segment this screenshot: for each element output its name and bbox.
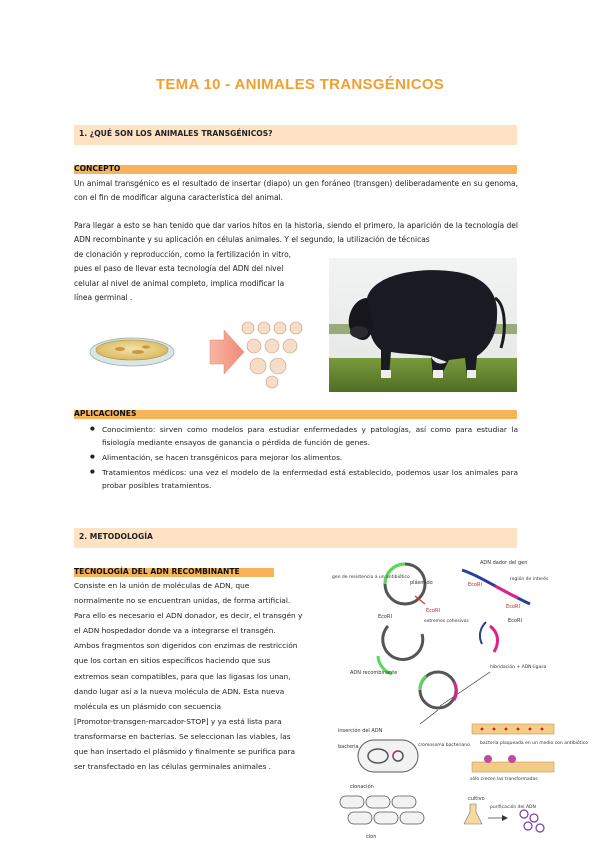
tecnologia-line: [Promotor-transgen-marcador-STOP] y ya está lista para xyxy=(74,716,282,726)
recombinant-dna-diagram xyxy=(330,556,588,846)
flask-icon xyxy=(464,804,482,824)
clonacion-label: clonación xyxy=(350,784,374,790)
cut-plasmid-icon xyxy=(383,626,423,659)
concepto-paragraph-3 xyxy=(74,248,324,305)
tecnologia-line: que los cortan en sitios específicos haciendo que sus xyxy=(74,656,271,666)
insercion-label: inserción del ADN xyxy=(338,728,383,734)
tecnologia-bar xyxy=(74,568,274,577)
bacterias-placa-label: bacteria plaqueada en un medio con antibiótico xyxy=(480,741,588,746)
tecnologia-line: Consiste en la unión de moléculas de ADN, que xyxy=(74,581,250,590)
tecnologia-line: ser transfectado en las células germinales animales . xyxy=(74,762,272,772)
concepto-paragraph-1: Un animal transgénico es el resultado de insertar (diapo) un gen foráneo (transgen) deliberadamente en su genoma, con el fin de modificar alguna característica del animal. xyxy=(74,179,518,203)
section-2-heading: 2. METODOLOGÍA xyxy=(79,532,153,541)
concepto-line: de clonación y reproducción, como la fertilización in vitro, xyxy=(74,250,292,259)
cromosoma-label: cromosoma bacteriano xyxy=(418,743,470,748)
transgenic-bull-photo xyxy=(329,258,517,392)
extremos-label: extremos cohesivos xyxy=(424,619,469,624)
concepto-label: CONCEPTO xyxy=(74,164,121,173)
aplicaciones-bar xyxy=(74,410,517,419)
clon-label: clon xyxy=(366,834,377,840)
list-item: ● Alimentación, se hacen transgénicos para mejorar los alimentos. xyxy=(90,451,518,464)
bacteria-label: bacteria xyxy=(338,744,359,750)
concepto-line: celular al nivel de animal completo, implica modificar la xyxy=(74,278,285,288)
page-title: TEMA 10 - ANIMALES TRANSGÉNICOS xyxy=(155,76,445,93)
cultivo-label: cultivo xyxy=(468,796,485,802)
section-2-heading-bar xyxy=(74,528,517,548)
ecori-label-1: EcoRI xyxy=(426,608,440,614)
plasmido-label: plásmido xyxy=(410,580,433,586)
tecnologia-label: TECNOLOGÍA DEL ADN RECOMBINANTE xyxy=(74,567,240,576)
adn-dador-label: ADN dador del gen xyxy=(480,560,528,566)
petri-dish-icon xyxy=(90,338,174,366)
tecnologia-line: dando lugar así a la nueva molécula de ADN. Esta nueva xyxy=(74,686,285,696)
tecnologia-line: que han insertado el plásmido y finalmente se purifica para xyxy=(74,747,296,757)
arrow-icon xyxy=(210,330,244,374)
concepto-line: línea germinal . xyxy=(74,292,133,302)
ecori-label-2: EcoRI xyxy=(468,582,482,588)
list-item: ● Tratamientos médicos: una vez el modelo de la enfermedad está establecido, podemos usar los animales para probar posibles tratamientos. xyxy=(90,466,518,492)
adn-recombinante-label: ADN recombinante xyxy=(350,670,398,676)
purificacion-label: purificación del ADN xyxy=(490,805,536,810)
hibridacion-label: hibridación + ADN-ligasa xyxy=(490,665,547,670)
aplicaciones-list xyxy=(90,423,518,494)
aplicaciones-label: APLICACIONES xyxy=(74,409,137,418)
purified-dna-icon xyxy=(520,810,544,832)
solo-crecen-label: sólo crecen las transformadas xyxy=(470,777,538,782)
ivf-illustration xyxy=(88,318,328,388)
tecnologia-line: normalmente no se encuentran unidas, de forma artificial. xyxy=(74,596,291,606)
tecnologia-line: transformarse en bacterias. Se seleccionan las viables, las xyxy=(74,731,291,741)
concepto-bar xyxy=(74,165,517,174)
tecnologia-paragraph xyxy=(74,578,324,774)
region-interes-label: región de interés xyxy=(510,577,549,582)
concepto-paragraph-2: Para llegar a esto se han tenido que dar varios hitos en la historia, siendo el primero, la aparición de la tecnología del ADN recombinante y su aplicación en células animales. Y el segundo, la utilización de técnicas xyxy=(74,221,518,245)
tecnologia-line: el ADN hospedador donde va a integrarse el transgén. xyxy=(74,626,276,636)
tecnologia-line: extremos sean compatibles, para que las ligasas los unan, xyxy=(74,671,291,681)
recombinant-plasmid-icon xyxy=(420,672,456,708)
list-item: ● Conocimiento: sirven como modelos para estudiar enfermedades y patologías, así como para estudiar la fisiología mediante ensayos de ganancia o pérdida de función de genes. xyxy=(90,423,518,449)
gen-resistencia-label: gen de resistencia a un antibiótico xyxy=(332,575,410,580)
tecnologia-line: Para ello es necesario el ADN donador, es decir, el transgén y xyxy=(74,611,303,621)
ecori-label-4: EcoRI xyxy=(378,614,392,620)
tecnologia-line: Ambos fragmentos son digeridos con enzimas de restricción xyxy=(74,641,298,651)
embryo-stages-icon xyxy=(242,322,302,388)
section-1-heading: 1. ¿QUÉ SON LOS ANIMALES TRANSGÉNICOS? xyxy=(79,129,273,138)
section-1-heading-bar xyxy=(74,125,517,145)
insert-fragment-icon xyxy=(490,626,497,652)
concepto-line: pues el paso de llevar esta tecnología del ADN del nivel xyxy=(74,264,284,274)
ecori-label-5: EcoRI xyxy=(508,618,522,624)
tecnologia-line: molécula es un plásmido con secuencia xyxy=(74,701,222,711)
ecori-label-3: EcoRI xyxy=(506,604,520,610)
bacterium-icon xyxy=(358,740,418,772)
plate-selected-icon xyxy=(472,762,554,772)
clone-bacteria-icon xyxy=(340,796,424,824)
